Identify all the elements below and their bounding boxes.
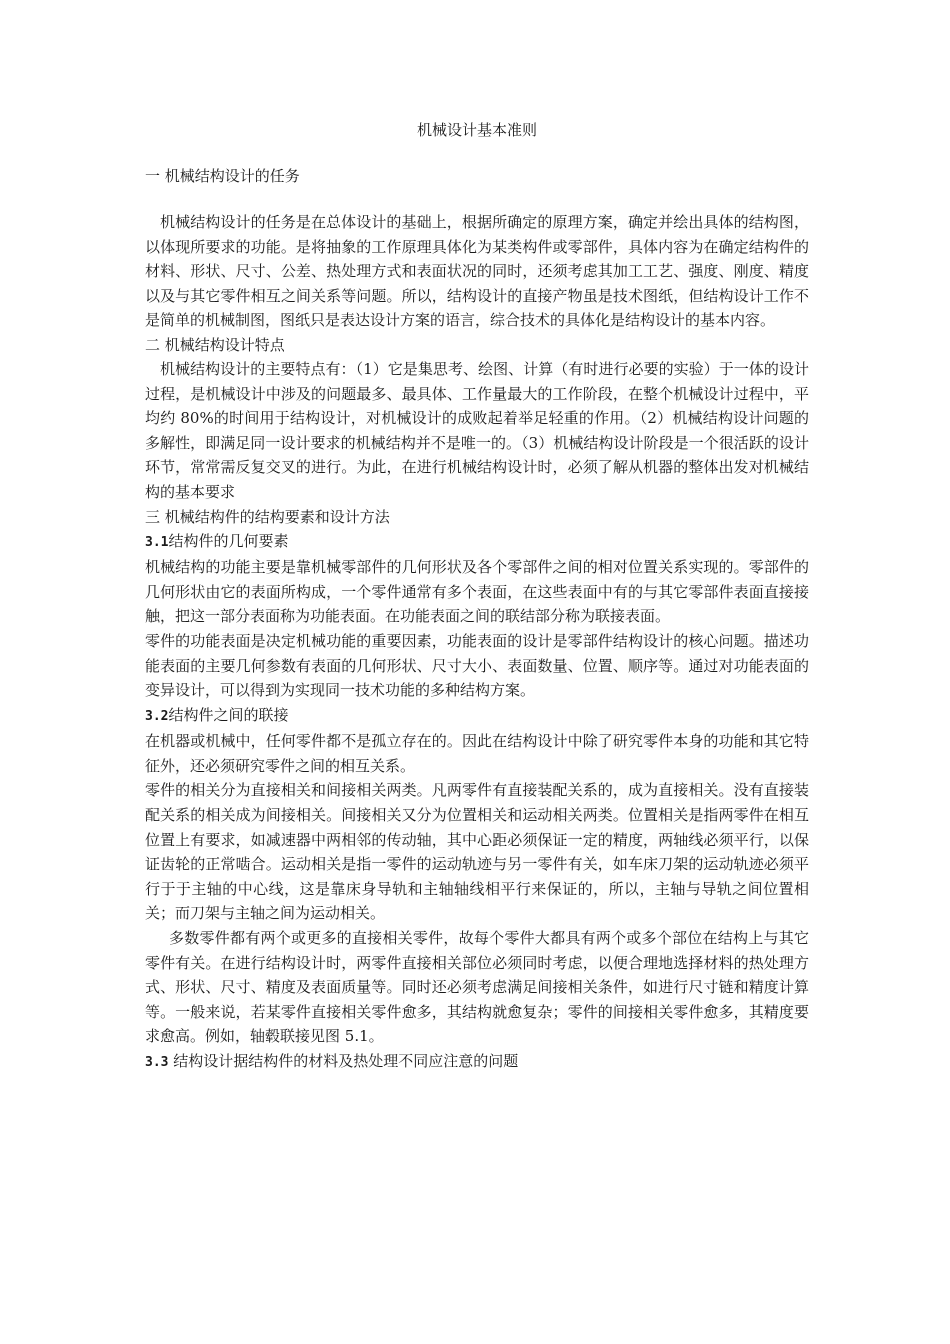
subsection-3-2-paragraph-1: 在机器或机械中，任何零件都不是孤立存在的。因此在结构设计中除了研究零件本身的功能和其它特征外，还必须研究零件之间的相互关系。 — [145, 732, 809, 775]
subsection-3-2-paragraph-3: 多数零件都有两个或更多的直接相关零件，故每个零件大都具有两个或多个部位在结构上与其它零件有关。在进行结构设计时，两零件直接相关部位必须同时考虑，以便合理地选择材料的热处理方式、形状、尺寸、精度及表面质量等。同时还必须考虑满足间接相关条件，如进行尺寸链和精度计算等。一般来说，若某零件直接相关零件愈多，其结构就愈复杂；零件的间接相关零件愈多，其精度要求愈高。例如，轴毂联接见图 5.1。 — [145, 929, 809, 1046]
subsection-3-3-title: 结构设计据结构件的材料及热处理不同应注意的问题 — [168, 1052, 519, 1070]
subsection-3-2-paragraph-2: 零件的相关分为直接相关和间接相关两类。凡两零件有直接装配关系的，成为直接相关。没有直接装配关系的相关成为间接相关。间接相关又分为位置相关和运动相关两类。位置相关是指两零件在相互位置上有要求，如减速器中两相邻的传动轴，其中心距必须保证一定的精度，两轴线必须平行，以保证齿轮的正常啮合。运动相关是指一零件的运动轨迹与另一零件有关，如车床刀架的运动轨迹必须平行于于主轴的中心线，这是靠床身导轨和主轴轴线相平行来保证的，所以，主轴与导轨之间位置相关；而刀架与主轴之间为运动相关。 — [145, 781, 809, 923]
subsection-3-1-heading — [145, 529, 809, 556]
subsection-3-3-number: 3.3 — [145, 1055, 169, 1070]
subsection-3-2-title: 结构件之间的联接 — [168, 705, 289, 724]
section-3-heading: 三 机械结构件的结构要素和设计方法 — [145, 507, 390, 526]
subsection-3-2-heading — [145, 703, 809, 730]
document-title: 机械设计基本准则 — [416, 121, 537, 139]
subsection-3-1-paragraph-2: 零件的功能表面是决定机械功能的重要因素，功能表面的设计是零部件结构设计的核心问题。描述功能表面的主要几何参数有表面的几何形状、尺寸大小、表面数量、位置、顺序等。通过对功能表面的变异设计，可以得到为实现同一技术功能的多种结构方案。 — [145, 631, 809, 700]
section-1-heading: 一 机械结构设计的任务 — [145, 167, 300, 185]
document-page — [145, 118, 809, 1076]
section-2-paragraph: 机械结构设计的主要特点有：（1）它是集思考、绘图、计算（有时进行必要的实验）于一体的设计过程，是机械设计中涉及的问题最多、最具体、工作量最大的工作阶段，在整个机械设计过程中，平均约 80%的时间用于结构设计，对机械设计的成败起着举足轻重的作用。（2）机械结构设计问题的多解性，即满足同一设计要求的机械结构并不是唯一的。（3）机械结构设计阶段是一个很活跃的设计环节，常常需反复交叉的进行。为此，在进行机械结构设计时，必须了解从机器的整体出发对机械结构的基本要求 — [145, 359, 809, 501]
subsection-3-1-paragraph-1: 机械结构的功能主要是靠机械零部件的几何形状及各个零部件之间的相对位置关系实现的。零部件的几何形状由它的表面所构成，一个零件通常有多个表面，在这些表面中有的与其它零部件表面直接接触，把这一部分表面称为功能表面。在功能表面之间的联结部分称为联接表面。 — [145, 558, 809, 626]
subsection-3-1-title: 结构件的几何要素 — [168, 531, 289, 550]
subsection-3-2-number: 3.2 — [145, 708, 169, 724]
section-2-heading: 二 机械结构设计特点 — [145, 335, 285, 354]
subsection-3-3-heading — [145, 1049, 809, 1076]
section-1-paragraph: 机械结构设计的任务是在总体设计的基础上，根据所确定的原理方案，确定并绘出具体的结构图，以体现所要求的功能。是将抽象的工作原理具体化为某类构件或零部件，具体内容为在确定结构件的材料、形状、尺寸、公差、热处理方式和表面状况的同时，还须考虑其加工工艺、强度、刚度、精度以及与其它零件相互之间关系等问题。所以，结构设计的直接产物虽是技术图纸，但结构设计工作不是简单的机械制图，图纸只是表达设计方案的语言，综合技术的具体化是结构设计的基本内容。 — [145, 213, 809, 330]
subsection-3-1-number: 3.1 — [145, 534, 169, 550]
